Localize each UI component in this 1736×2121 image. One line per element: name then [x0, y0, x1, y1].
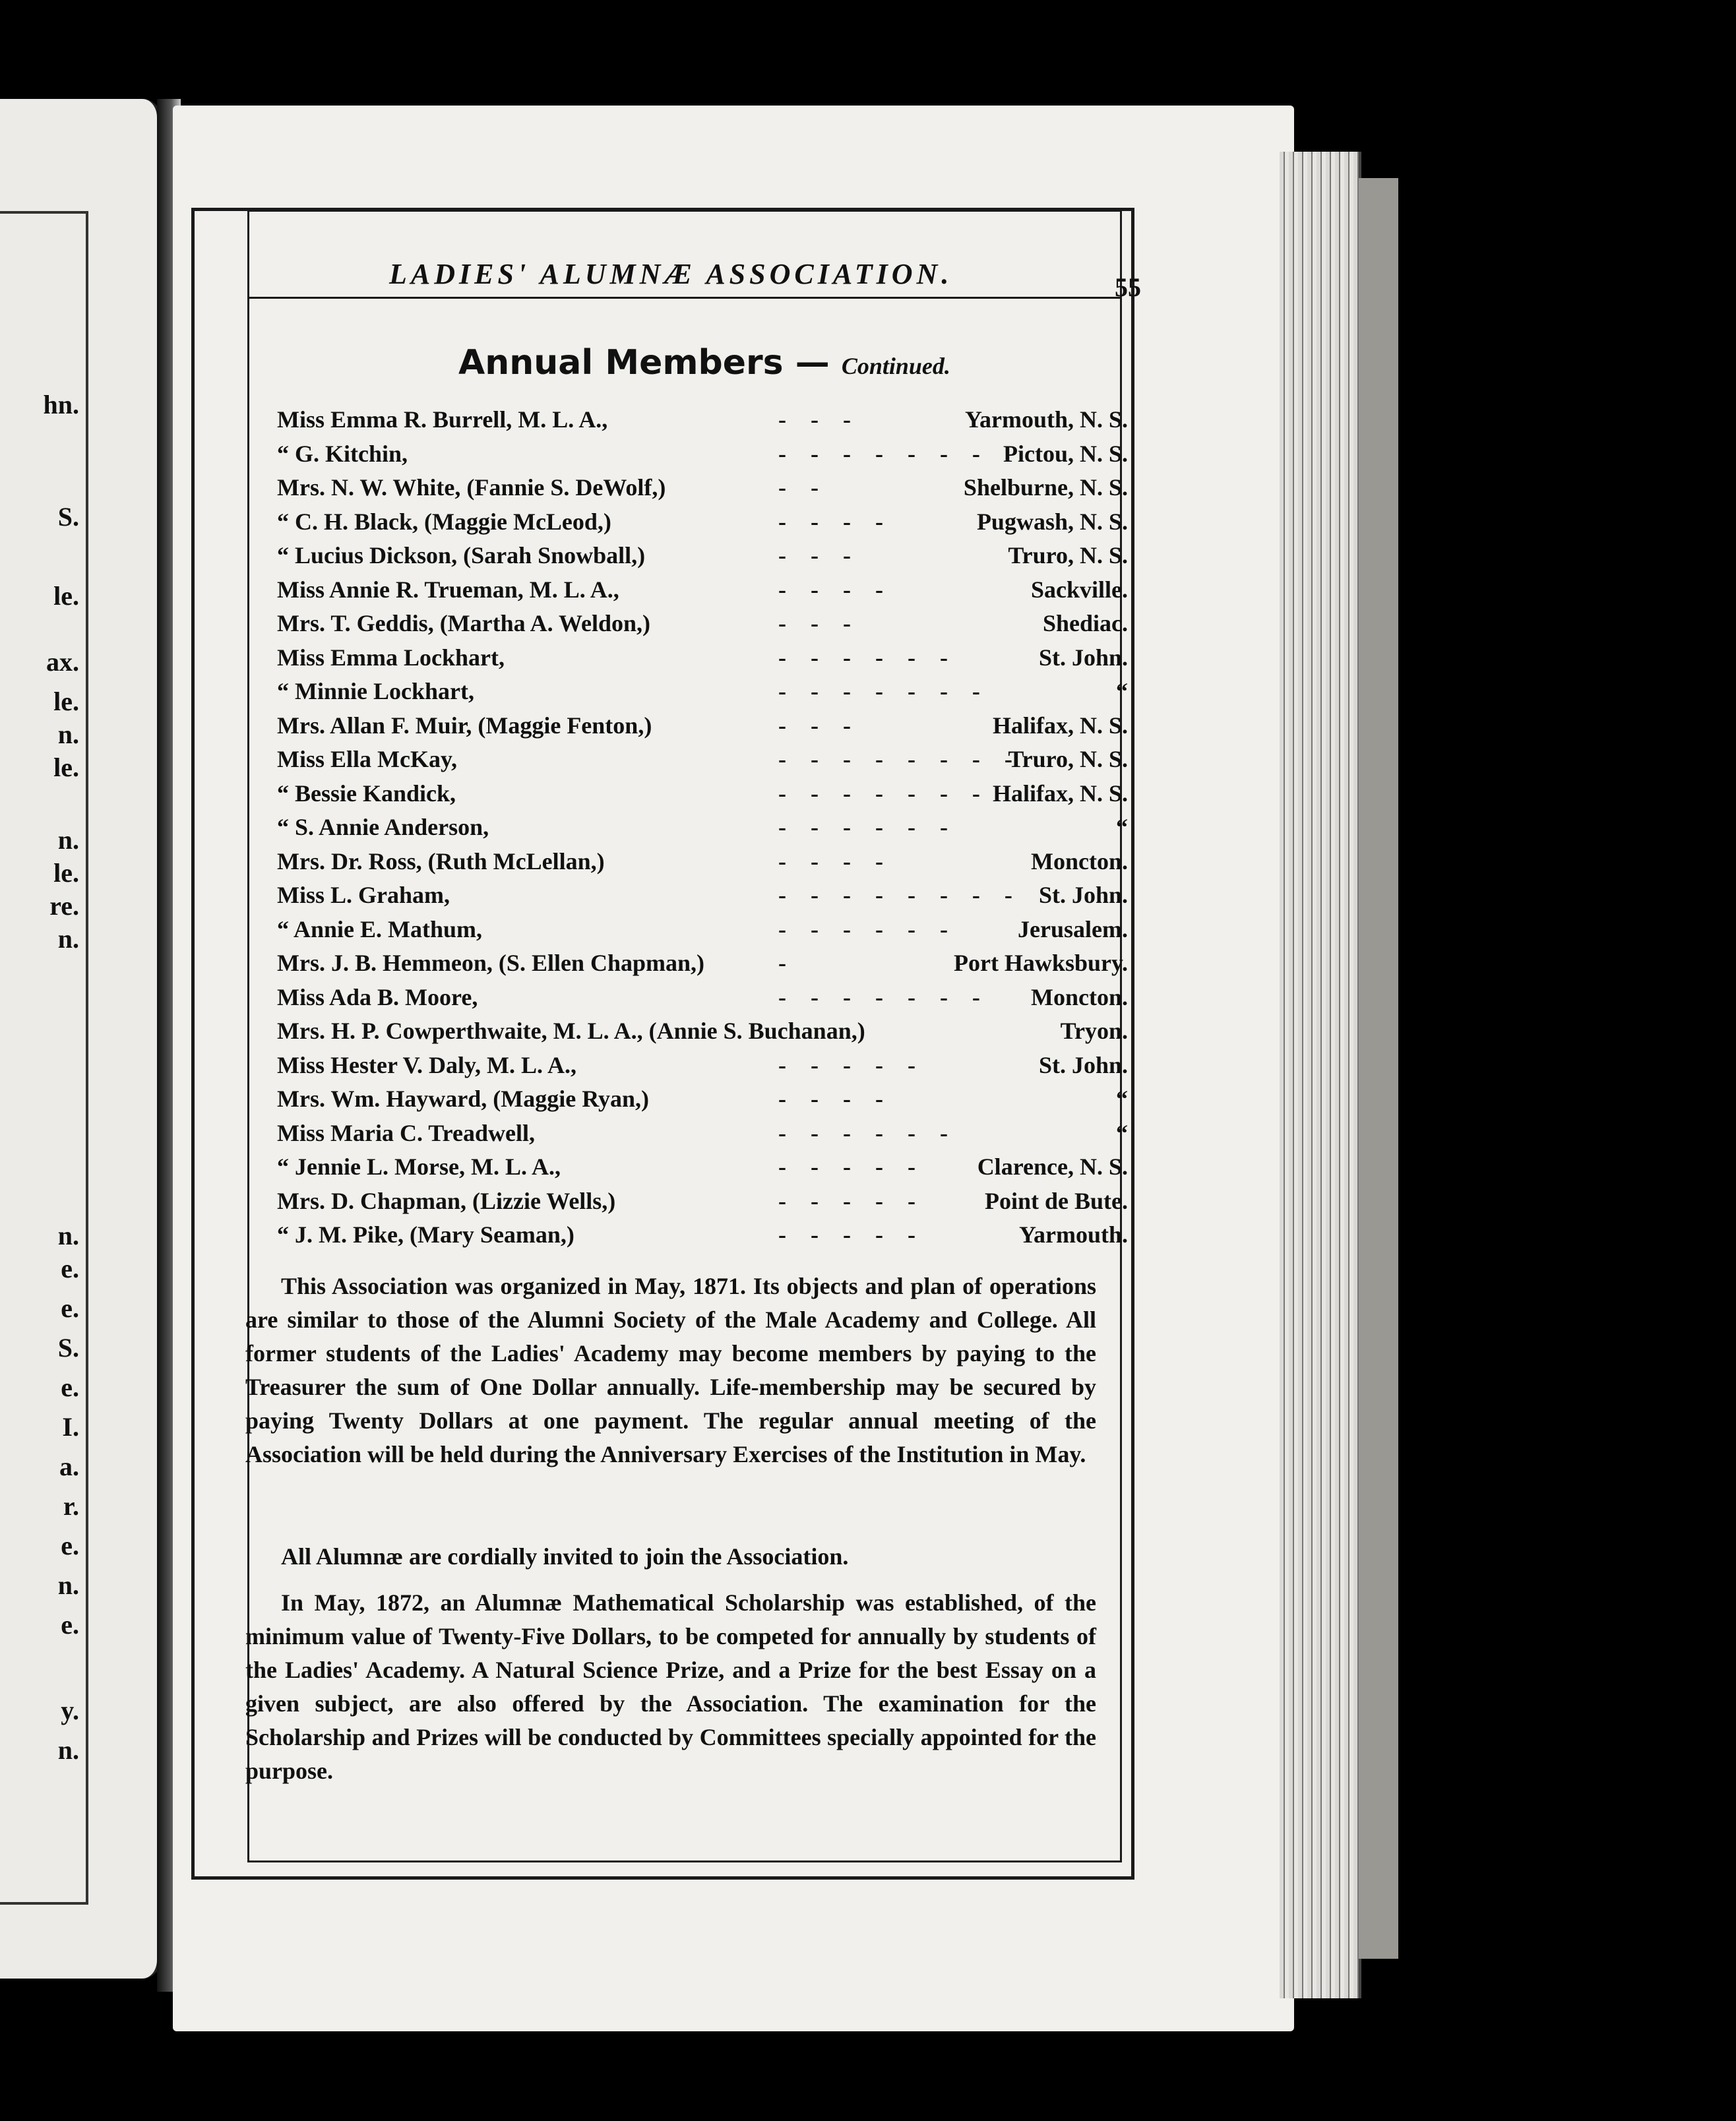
left-page-fragment: n. [57, 1570, 79, 1600]
member-name: Mrs. T. Geddis, (Martha A. Weldon,) [277, 610, 651, 636]
member-row [277, 915, 1128, 950]
member-row [277, 983, 1128, 1018]
member-row [277, 1153, 1128, 1187]
member-place: “ [1116, 1119, 1128, 1146]
member-row [277, 508, 1128, 542]
member-name: “ Minnie Lockhart, [277, 678, 475, 704]
member-row [277, 813, 1128, 847]
member-row [277, 1085, 1128, 1119]
continued-label: Continued. [841, 353, 950, 379]
member-leader-dots: - - - [778, 542, 860, 569]
member-row [277, 712, 1128, 746]
member-name: Miss Emma R. Burrell, M. L. A., [277, 406, 608, 433]
left-page-fragment: n. [57, 825, 79, 855]
member-row [277, 1187, 1128, 1221]
left-page-fragment: S. [57, 1333, 79, 1363]
left-page-fragment: n. [57, 1221, 79, 1250]
member-row [277, 1119, 1128, 1153]
member-row [277, 474, 1128, 508]
member-name: Mrs. D. Chapman, (Lizzie Wells,) [277, 1187, 616, 1214]
member-leader-dots: - - - - - - - [778, 780, 989, 807]
member-leader-dots: - [778, 950, 795, 976]
member-leader-dots: - - - [778, 712, 860, 739]
left-page-fragment: y. [61, 1696, 79, 1725]
page-number: 55 [1115, 272, 1141, 302]
member-place: Halifax, N. S. [992, 712, 1128, 739]
member-place: Clarence, N. S. [977, 1153, 1128, 1180]
left-page-fragment: le. [53, 687, 79, 716]
member-place: Moncton. [1031, 847, 1128, 875]
left-page-fragment: le. [53, 858, 79, 888]
member-leader-dots: - - - - - - [778, 814, 957, 840]
left-page-frame [0, 211, 88, 1905]
left-page-fragment: a. [59, 1452, 79, 1481]
member-leader-dots: - - - - - [778, 1051, 925, 1078]
member-row [277, 677, 1128, 712]
paragraph-scholarship: In May, 1872, an Alumnæ Mathematical Scholarship was established, of the minimum value of Twenty-Five Dollars, to be competed for annually by students of the Ladies' Academy. A Natural Science Prize, and a Prize for the best Essay on a given subject, are also offered by the Association. The examination for the Scholarship and Prizes will be conducted by Committees specially appointed for the purpose. [245, 1589, 1096, 1784]
member-name: Miss L. Graham, [277, 882, 450, 908]
member-name: Miss Maria C. Treadwell, [277, 1119, 535, 1146]
left-page-fragment: e. [61, 1531, 79, 1560]
member-row [277, 440, 1128, 474]
member-leader-dots: - - - - [778, 508, 892, 535]
member-name: Mrs. N. W. White, (Fannie S. DeWolf,) [277, 474, 666, 501]
left-page-fragment: e. [61, 1610, 79, 1640]
member-place: “ [1116, 1086, 1128, 1112]
left-page-fragment: n. [57, 720, 79, 749]
member-row [277, 1221, 1128, 1255]
member-leader-dots: - - - - - - [778, 1119, 957, 1146]
member-name: “ Jennie L. Morse, M. L. A., [277, 1153, 561, 1180]
member-name: “ Bessie Kandick, [277, 780, 456, 807]
running-head: LADIES' ALUMNÆ ASSOCIATION. [389, 258, 953, 290]
member-leader-dots: - - - [778, 610, 860, 636]
member-leader-dots: - - - - - - - [778, 678, 989, 704]
left-page-fragment: e. [61, 1293, 79, 1323]
member-leader-dots: - - - - - - - - [778, 882, 1022, 908]
header-rule [247, 297, 1122, 299]
left-page-fragment: n. [57, 924, 79, 954]
member-name: Miss Annie R. Trueman, M. L. A., [277, 576, 619, 603]
member-place: St. John. [1038, 882, 1128, 908]
member-name: “ Lucius Dickson, (Sarah Snowball,) [277, 542, 646, 569]
member-row [277, 847, 1128, 882]
member-place: Jerusalem. [1018, 915, 1128, 942]
section-title [458, 343, 986, 383]
left-page-fragment: hn. [43, 390, 79, 419]
member-place: Point de Bute. [984, 1187, 1128, 1214]
member-leader-dots: - - - - - [778, 1187, 925, 1214]
member-name: “ G. Kitchin, [277, 440, 408, 467]
member-name: Miss Emma Lockhart, [277, 644, 505, 671]
member-place: St. John. [1038, 644, 1128, 671]
member-place: Port Hawksbury. [953, 950, 1128, 976]
member-row [277, 780, 1128, 814]
member-leader-dots: - - - - - - - [778, 440, 989, 467]
member-place: Yarmouth. [1018, 1221, 1128, 1248]
member-leader-dots: - - - - - [778, 1221, 925, 1248]
left-page-fragment: ax. [46, 647, 79, 677]
left-page-fragment: re. [49, 891, 79, 921]
member-leader-dots: - - - - - [778, 1153, 925, 1180]
member-place: Shediac. [1042, 610, 1128, 636]
left-page-fragment: r. [63, 1491, 79, 1521]
member-row [277, 644, 1128, 678]
member-place: Halifax, N. S. [992, 780, 1128, 807]
member-name: Miss Ella McKay, [277, 746, 457, 772]
member-name: Mrs. Dr. Ross, (Ruth McLellan,) [277, 847, 605, 875]
member-leader-dots: - - [778, 474, 828, 501]
member-leader-dots: - - - - [778, 1086, 892, 1112]
left-page-fragment: le. [53, 581, 79, 611]
member-leader-dots: - - - - [778, 576, 892, 603]
member-leader-dots: - - - - - - - [778, 983, 989, 1010]
member-name: “ C. H. Black, (Maggie McLeod,) [277, 508, 611, 535]
member-place: Truro, N. S. [1008, 542, 1128, 569]
member-place: Tryon. [1060, 1018, 1128, 1044]
section-title-text: Annual Members [458, 343, 784, 383]
member-name: “ Annie E. Mathum, [277, 915, 483, 942]
left-page-fragment: I. [62, 1412, 79, 1442]
member-place: Shelburne, N. S. [963, 474, 1128, 501]
member-name: “ S. Annie Anderson, [277, 814, 489, 840]
member-row [277, 1051, 1128, 1086]
member-place: “ [1116, 678, 1128, 704]
book-cover-edge [1359, 178, 1398, 1959]
member-name: “ J. M. Pike, (Mary Seaman,) [277, 1221, 574, 1248]
member-place: Pictou, N. S. [1003, 440, 1128, 467]
member-leader-dots: - - - - [778, 847, 892, 875]
member-name: Mrs. Allan F. Muir, (Maggie Fenton,) [277, 712, 652, 739]
member-row [277, 406, 1128, 440]
member-row [277, 1017, 1128, 1051]
member-row [277, 541, 1128, 576]
member-row [277, 609, 1128, 644]
member-row [277, 745, 1128, 780]
left-page-fragment: le. [53, 753, 79, 782]
member-leader-dots: - - - - - - [778, 915, 957, 942]
paragraph-invitation: All Alumnæ are cordially invited to join the Association. [281, 1543, 849, 1570]
member-place: Moncton. [1031, 983, 1128, 1010]
left-facing-page [0, 99, 161, 1979]
member-place: Yarmouth, N. S. [964, 406, 1128, 433]
member-leader-dots: - - - - - - - - [778, 746, 1022, 772]
member-name: Mrs. H. P. Cowperthwaite, M. L. A., (Annie S. Buchanan,) [277, 1018, 865, 1044]
member-name: Miss Ada B. Moore, [277, 983, 478, 1010]
member-leader-dots: - - - [778, 406, 860, 433]
member-row [277, 949, 1128, 983]
member-place: Sackville. [1030, 576, 1128, 603]
member-row [277, 881, 1128, 915]
member-name: Mrs. Wm. Hayward, (Maggie Ryan,) [277, 1086, 649, 1112]
member-name: Miss Hester V. Daly, M. L. A., [277, 1051, 577, 1078]
section-title-dash: — [795, 343, 830, 383]
paragraph-organization: This Association was organized in May, 1871. Its objects and plan of operations are similar to those of the Alumni Society of the Male Academy and College. All former students of the Ladies' Academy may become members by paying to the Treasurer the sum of One Dollar annually. Life-membership may be secured by paying Twenty Dollars at one payment. The regular annual meeting of the Association will be held during the Anniversary Exercises of the Institution in May. [245, 1273, 1096, 1467]
member-leader-dots: - - - - - - [778, 644, 957, 671]
left-page-fragment: n. [57, 1735, 79, 1765]
member-place: “ [1116, 814, 1128, 840]
page-edges [1280, 152, 1361, 1998]
member-place: St. John. [1038, 1051, 1128, 1078]
member-place: Pugwash, N. S. [976, 508, 1128, 535]
member-row [277, 576, 1128, 610]
left-page-fragment: e. [61, 1254, 79, 1283]
left-page-fragment: e. [61, 1372, 79, 1402]
member-place: Truro, N. S. [1008, 746, 1128, 772]
member-name: Mrs. J. B. Hemmeon, (S. Ellen Chapman,) [277, 950, 704, 976]
left-page-fragment: S. [57, 502, 79, 532]
